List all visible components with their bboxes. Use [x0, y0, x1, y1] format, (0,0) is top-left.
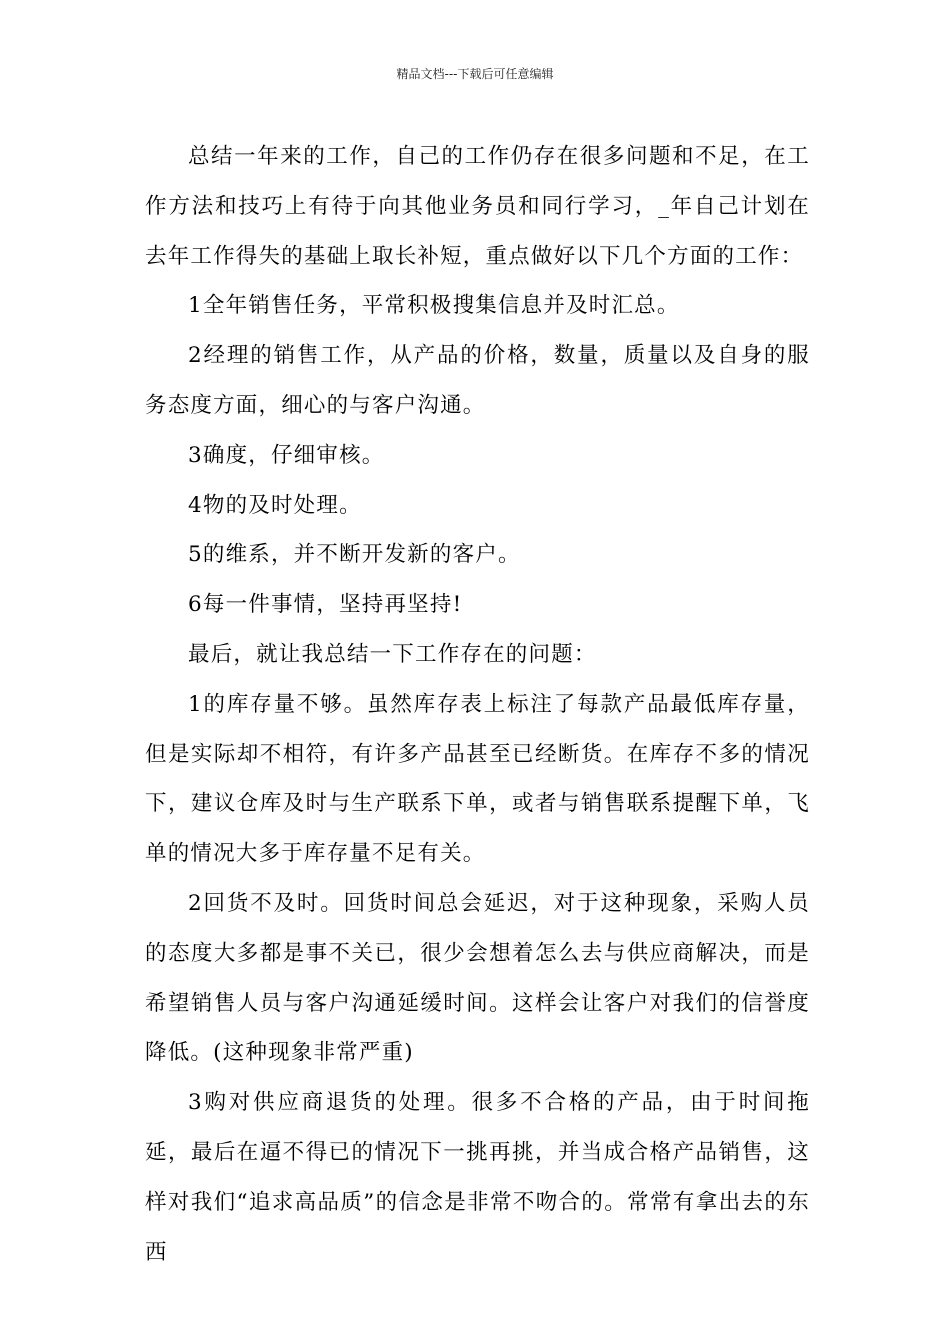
paragraph-item-3: 3确度，仔细审核。 — [188, 442, 385, 468]
paragraph-problem-2: 2回货不及时。回货时间总会延迟，对于这种现象，采购人员的态度大多都是事不关已，很少会想着怎么去与供应商解决，而是希望销售人员与客户沟通延缓时间。这样会让客户对我们的信誉度降低。(这种现象非常严重) — [145, 890, 810, 1066]
paragraph-problem-3: 3购对供应商退货的处理。很多不合格的产品，由于时间拖延，最后在逼不得已的情况下一挑再挑，并当成合格产品销售，这样对我们“追求高品质”的信念是非常不吻合的。常常有拿出去的东西 — [145, 1090, 810, 1265]
page-header: 精品文档---下载后可任意编辑 — [396, 67, 554, 81]
paragraph-item-2: 2经理的销售工作，从产品的价格，数量，质量以及自身的服务态度方面，细心的与客户沟通。 — [145, 343, 810, 418]
paragraph-summary: 总结一年来的工作，自己的工作仍存在很多问题和不足，在工作方法和技巧上有待于向其他业务员和同行学习，_年自己计划在去年工作得失的基础上取长补短，重点做好以下几个方面的工作： — [145, 144, 810, 269]
paragraph-problem-1: 1的库存量不够。虽然库存表上标注了每款产品最低库存量，但是实际却不相符，有许多产品甚至已经断货。在库存不多的情况下，建议仓库及时与生产联系下单，或者与销售联系提醒下单，飞单的情况大多于库存量不足有关。 — [145, 691, 810, 867]
paragraph-item-6: 6每一件事情，坚持再坚持! — [188, 592, 463, 618]
paragraph-problems-intro: 最后，就让我总结一下工作存在的问题： — [188, 641, 597, 667]
paragraph-item-4: 4物的及时处理。 — [188, 492, 362, 518]
document-body — [145, 132, 810, 1277]
paragraph-item-1: 1全年销售任务，平常积极搜集信息并及时汇总。 — [188, 293, 680, 319]
paragraph-item-5: 5的维系，并不断开发新的客户。 — [188, 542, 521, 568]
